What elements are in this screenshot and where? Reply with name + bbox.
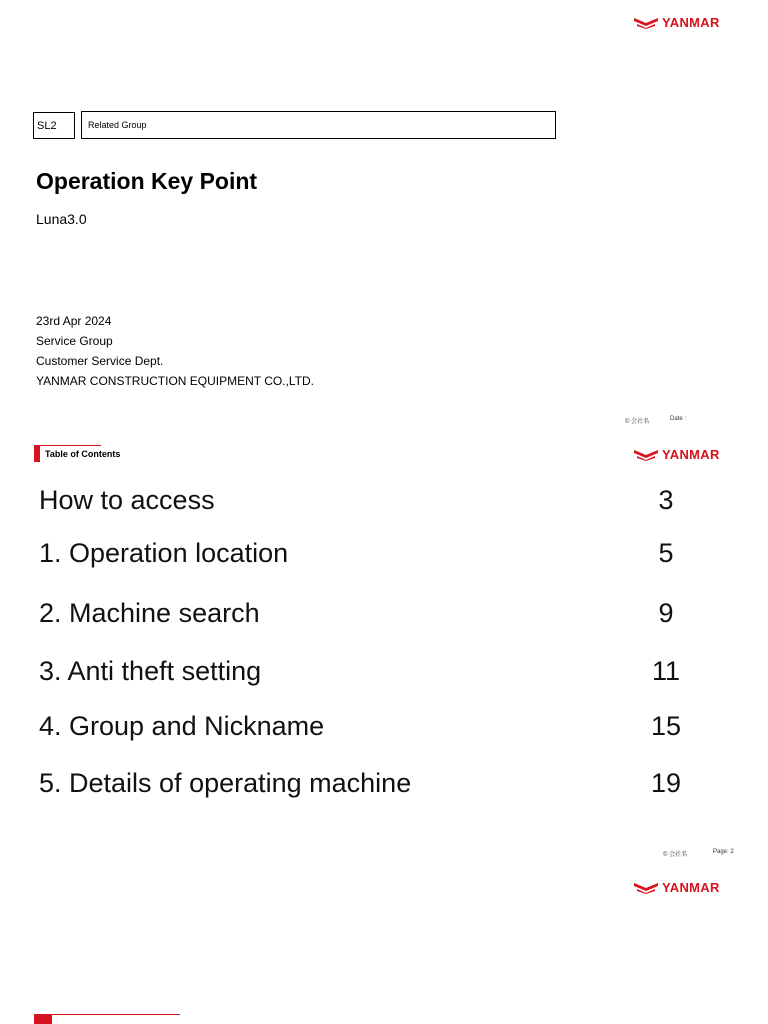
yanmar-logo	[634, 880, 720, 895]
toc-item-label: 1. Operation location	[39, 538, 289, 568]
toc-item-page: 5	[658, 538, 674, 568]
toc-item-page: 15	[650, 711, 682, 741]
document-code: SL2	[37, 119, 57, 132]
toc-header-accent	[34, 446, 40, 462]
document-title: Operation Key Point	[36, 168, 258, 194]
yanmar-emblem-icon	[634, 448, 658, 461]
toc-item-page: 3	[658, 485, 674, 515]
footer-date: Date :	[670, 416, 687, 422]
yanmar-logo-text: YANMAR	[662, 880, 720, 895]
yanmar-logo	[634, 447, 720, 462]
toc-item-page: 19	[650, 768, 682, 798]
toc-item-label: 3. Anti theft setting	[39, 656, 262, 686]
yanmar-logo-text: YANMAR	[662, 447, 720, 462]
toc-header-label: Table of Contents	[45, 449, 121, 459]
yanmar-emblem-icon	[634, 881, 658, 894]
document-code-box	[33, 112, 75, 139]
footer-copyright: © 会社名	[625, 419, 650, 425]
related-group-label: Related Group	[88, 120, 147, 130]
info-date: 23rd Apr 2024	[36, 314, 112, 328]
section-header-accent	[34, 1014, 52, 1024]
toc-item-label: 2. Machine search	[39, 598, 260, 628]
section-header-line	[34, 1014, 180, 1015]
related-group-box	[81, 111, 556, 139]
info-group: Service Group	[36, 334, 113, 348]
document-info	[36, 311, 314, 391]
footer-page: Page: 2	[713, 849, 734, 855]
yanmar-logo-text: YANMAR	[662, 15, 720, 30]
toc-item-page: 11	[651, 656, 681, 686]
toc-item-label: 4. Group and Nickname	[39, 711, 325, 741]
toc-item-label: How to access	[39, 485, 215, 515]
info-company: YANMAR CONSTRUCTION EQUIPMENT CO.,LTD.	[36, 374, 315, 388]
info-department: Customer Service Dept.	[36, 354, 164, 368]
yanmar-emblem-icon	[634, 16, 658, 29]
footer-copyright: © 会社名	[663, 852, 688, 858]
yanmar-logo	[634, 15, 720, 30]
toc-item-label: 5. Details of operating machine	[39, 768, 412, 798]
document-subtitle: Luna3.0	[36, 211, 87, 227]
toc-header	[34, 446, 120, 462]
toc-item-page: 9	[658, 598, 674, 628]
